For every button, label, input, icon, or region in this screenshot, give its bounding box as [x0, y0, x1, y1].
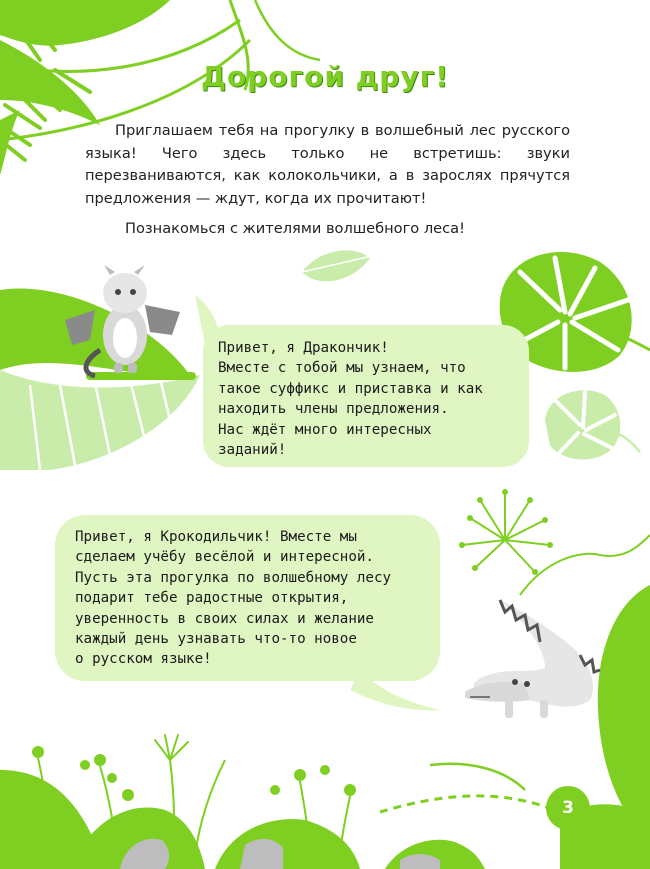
- top-center-vine: [255, 0, 320, 60]
- speech-line: такое суффикс и приставка и как: [218, 380, 483, 397]
- speech-line: заданий!: [218, 442, 287, 459]
- intro-paragraph: Приглашаем тебя на прогулку в волшебный лес русского языка! Чего здесь только не встретишь: звуки перезваниваются, как колокольчики, а в зарослях прячутся предложения — ждут, когда их прочитают!: [85, 122, 570, 207]
- speech-line: сделаем учёбу весёлой и интересной.: [75, 549, 374, 566]
- page-title: Дорогой друг!: [201, 60, 449, 93]
- croc-speech-text: [75, 527, 435, 670]
- speech-line: Вместе с тобой мы узнаем, что: [218, 360, 466, 377]
- bottom-flowers: [32, 746, 356, 801]
- speech-line: Привет, я Крокодильчик! Вместе мы: [75, 529, 357, 545]
- intro-text: [85, 120, 570, 241]
- monstera-leaf-small: [545, 390, 640, 459]
- intro-paragraph: Познакомься с жителями волшебного леса!: [125, 220, 465, 237]
- speech-line: уверенность в своих силах и желание: [75, 610, 374, 627]
- speech-line: о русском языке!: [75, 651, 212, 668]
- bottom-dashed-path: [380, 796, 575, 820]
- speech-line: находить члены предложения.: [218, 401, 449, 418]
- speech-line: каждый день узнавать что-то новое: [75, 631, 357, 648]
- right-green-blob: [598, 585, 650, 835]
- crocodile-character: [465, 600, 600, 718]
- speech-line: Нас ждёт много интересных: [218, 421, 432, 438]
- page-number: 3: [562, 798, 574, 818]
- bottom-fern: [430, 764, 525, 790]
- speech-line: Пусть эта прогулка по волшебному лесу: [75, 569, 392, 586]
- dandelion-flower: [462, 492, 550, 572]
- dragon-speech-text: [218, 338, 518, 460]
- bottom-sprig: [155, 735, 188, 760]
- speech-line: Привет, я Дракончик!: [218, 340, 389, 356]
- speech-line: подарит тебе радостные открытия,: [75, 590, 349, 607]
- small-leaf-top: [302, 250, 372, 281]
